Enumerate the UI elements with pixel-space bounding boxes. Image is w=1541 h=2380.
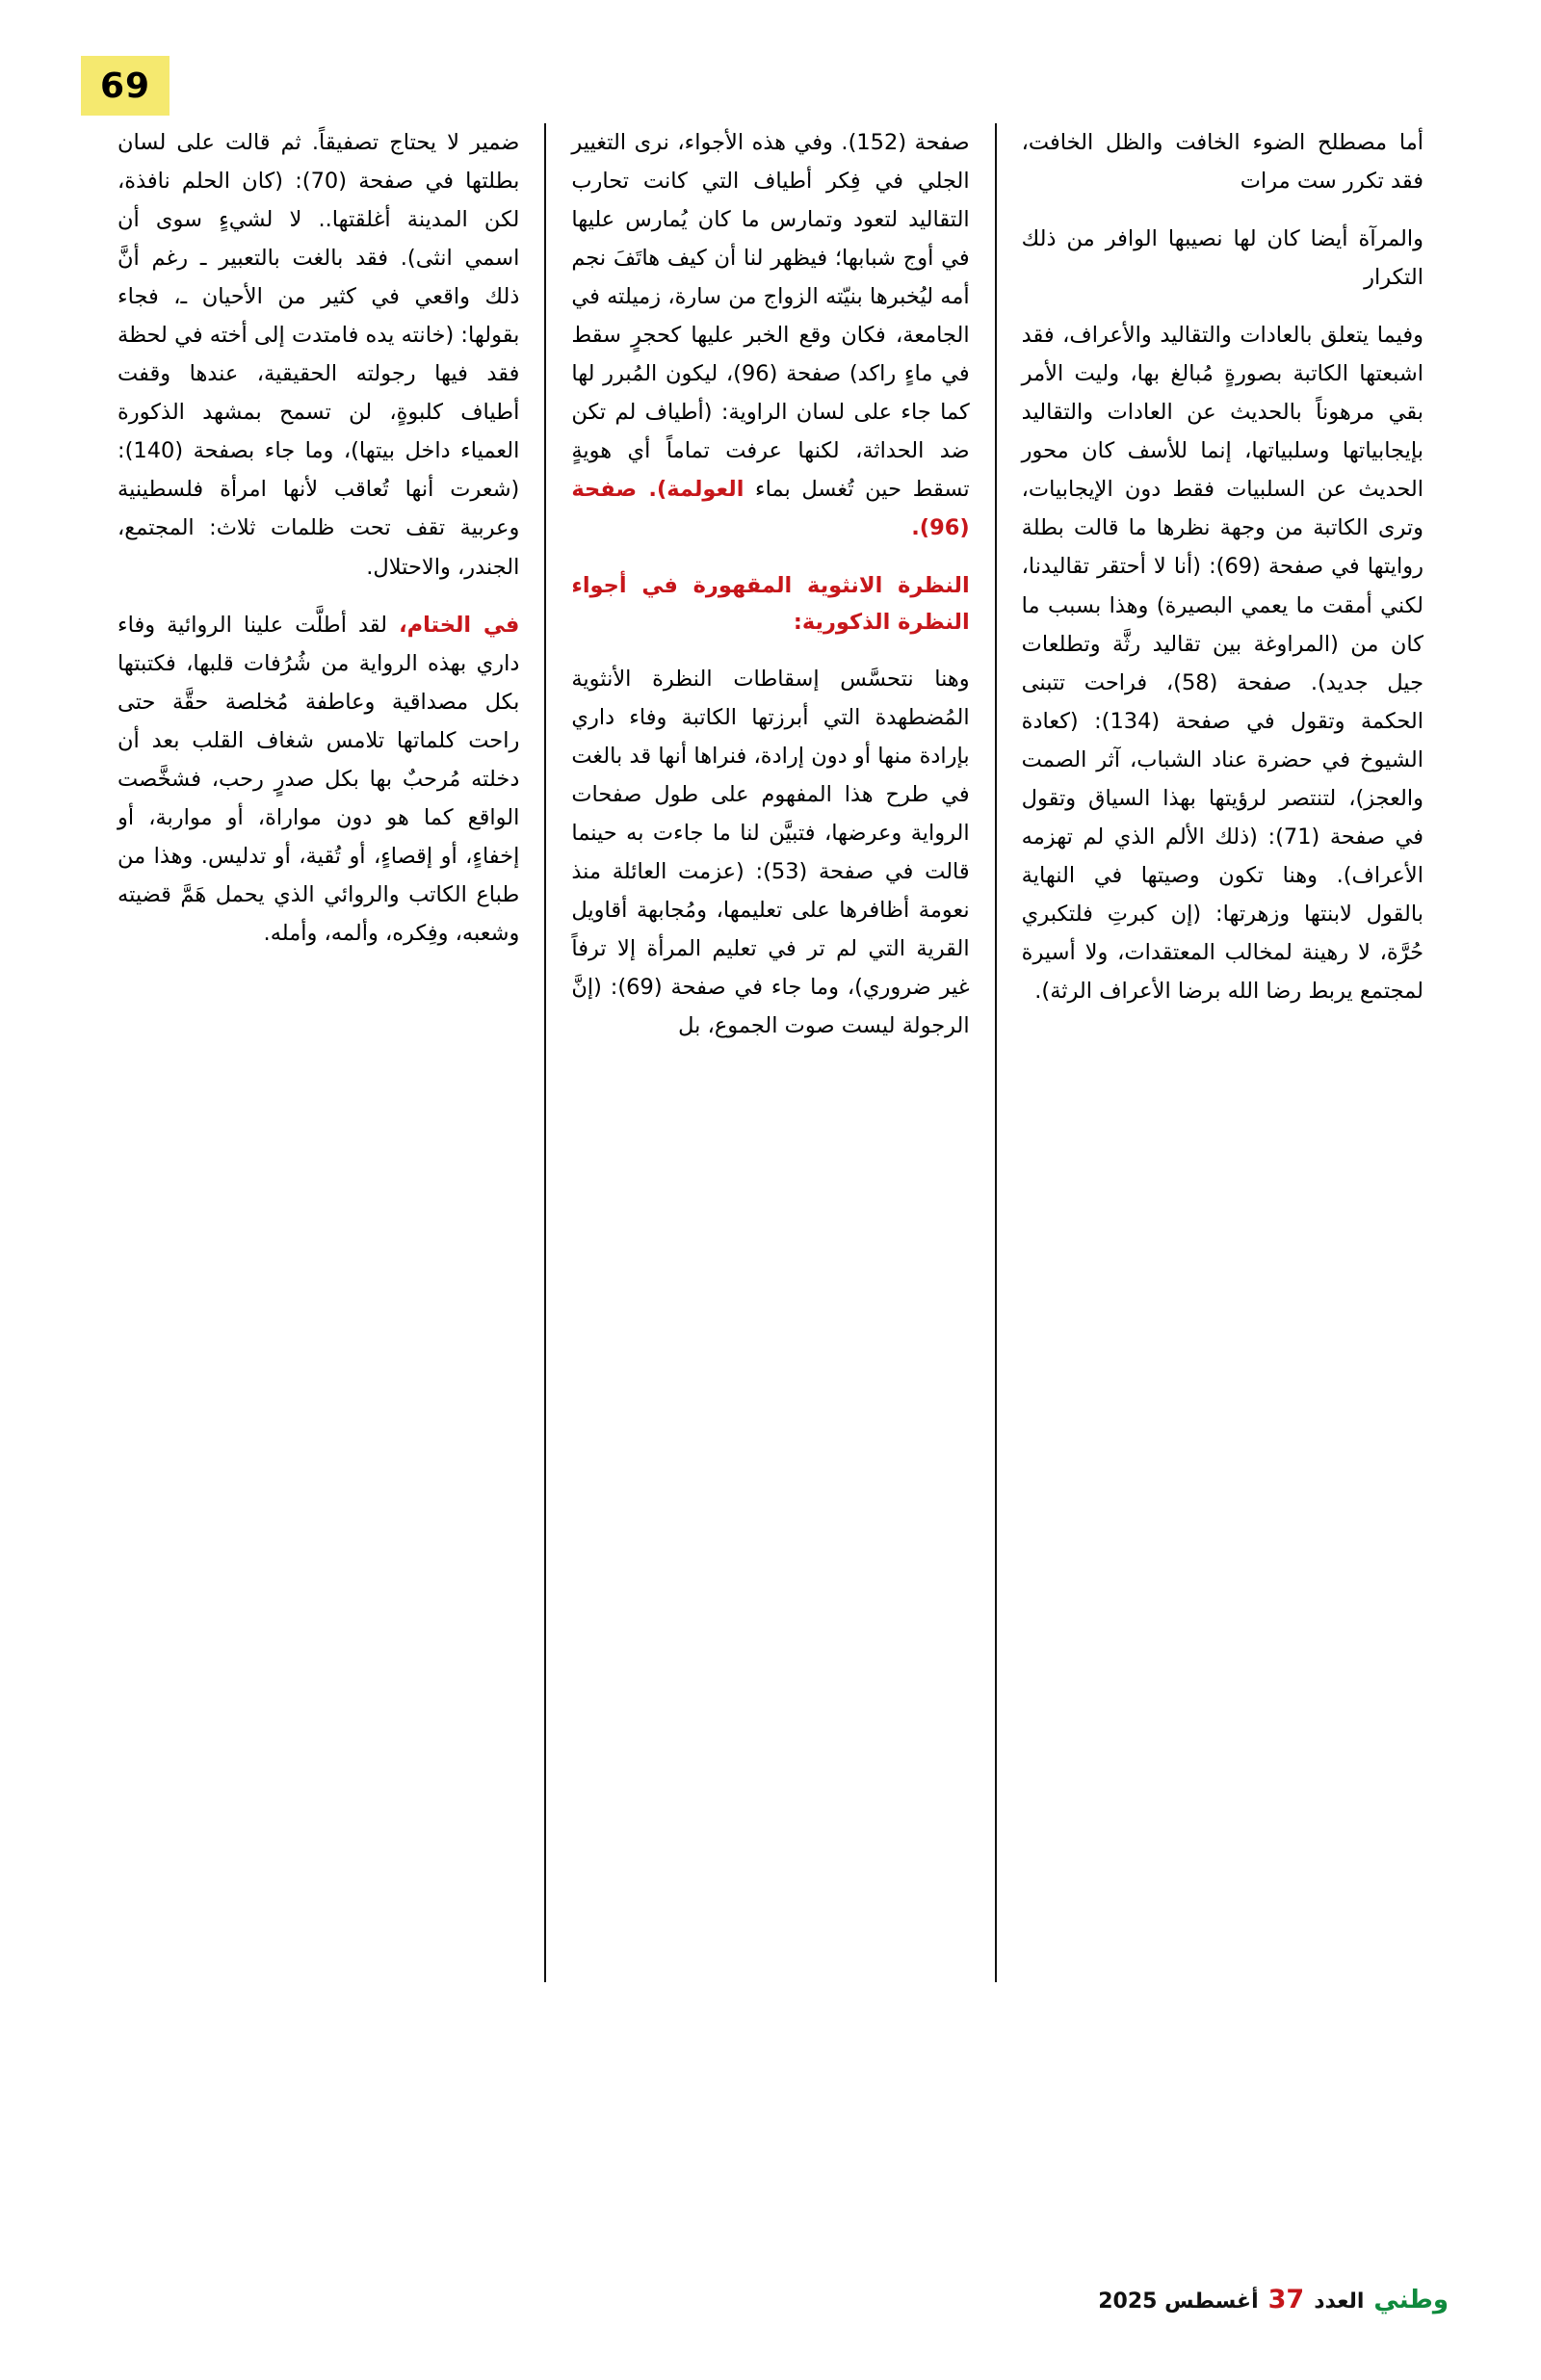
page-number-badge [81,56,170,116]
issue-number: 37 [1267,2284,1305,2315]
magazine-brand: وطني [1373,2285,1449,2315]
paragraph: أما مصطلح الضوء الخافت والظل الخافت، فقد تكرر ست مرات [1021,130,1423,195]
paragraph: وفيما يتعلق بالعادات والتقاليد والأعراف، فقد اشبعتها الكاتبة بصورةٍ مُبالغ بها، وليت الأمر بقي مرهوناً بالحديث عن العادات والتقاليد بإيجابياتها وسلبياتها، إنما للأسف كان محور الحديث عن السلبيات فقط دون الإيجابيات، وترى الكاتبة من وجهة نظرها ما قالت بطلة روايتها في صفحة (69): (أنا لا أحتقر تقاليدنا، لكني أمقت ما يعمي البصيرة) وهذا بسبب ما كان من (المراوغة بين تقاليد رثَّة وتطلعات جيل جديد). صفحة (58)، فراحت تتبنى الحكمة وتقول في صفحة (134): (كعادة الشيوخ في حضرة عناد الشباب، آثر الصمت والعجز)، لتنتصر لرؤيتها بهذا السياق وتقول في صفحة (71): (ذلك الألم الذي لم تهزمه الأعراف). وهنا تكون وصيتها في النهاية بالقول لابنتها وزهرتها: (إن كبرتِ فلتكبري حُرَّة، لا رهينة لمخالب المعتقدات، ولا أسيرة لمجتمع يربط رضا الله برضا الأعراف الرثة). [1021,323,1424,1004]
page-number-text: 69 [99,65,151,106]
column-right [997,123,1449,1982]
issue-label: العدد [1314,2288,1365,2314]
paragraph-text: صفحة (152). وفي هذه الأجواء، نرى التغيير الجلي في فِكر أطياف التي كانت تحارب التقاليد لتعود وتمارس ما كان يُمارس عليها في أوج شبابها؛ فيظهر لنا أن كيف هاتَفَ نجم أمه ليُخبرها بنيّته الزواج من سارة، زميلته في الجامعة، فكان وقع الخبر عليها كحجرٍ سقط في ماءٍ راكد) صفحة (96)، ليكون المُبرر لها كما جاء على لسان الراوية: (أطياف لم تكن ضد الحداثة، لكنها عرفت تماماً أي هويةٍ تسقط حين تُغسل بماء العولمة). صفحة (96). [571,130,970,541]
highlighted-phrase: في الختام، [399,612,520,638]
column-left [92,123,544,1982]
paragraph: ضمير لا يحتاج تصفيقاً. ثم قالت على لسان بطلتها في صفحة (70): (كان الحلم نافذة، لكن المدينة أغلقتها.. لا لشيءٍ سوى أن اسمي انثى). فقد بالغت بالتعبير ـ رغم أنَّ ذلك واقعي في كثير من الأحيان ـ، فجاء بقولها: (خانته يده فامتدت إلى أخته في لحظة فقد فيها رجولته الحقيقية، عندها وقفت أطياف كلبوةٍ، لن تسمح بمشهد الذكورة العمياء داخل بيتها)، وما جاء بصفحة (140): (شعرت أنها تُعاقب لأنها امرأة فلسطينية وعربية تقف تحت ظلمات ثلاث: المجتمع، الجندر، والاحتلال. [118,130,520,580]
paragraph: وهنا نتحسَّس إسقاطات النظرة الأنثوية المُضطهدة التي أبرزتها الكاتبة وفاء داري بإرادة منها أو دون إرادة، فنراها أنها قد بالغت في طرح هذا المفهوم على طول صفحات الرواية وعرضها، فتبيَّن لنا ما جاءت به حينما قالت في صفحة (53): (عزمت العائلة منذ نعومة أظافرها على تعليمها، ومُجابهة أقاويل القرية التي لم تر في تعليم المرأة إلا ترفاً غير ضروري)، وما جاء في صفحة (69): (إنَّ الرجولة ليست صوت الجموع، بل [571,667,970,1039]
paragraph: في الختام، لقد أطلَّت علينا الروائية وفاء داري بهذه الرواية من شُرُفات قلبها، فكتبتها بكل مصداقية وعاطفة مُخلصة حقَّة حتى راحت كلماتها تلامس شغاف القلب بعد أن دخلته مُرحبٌ بها بكل صدرٍ رحب، فشخَّصت الواقع كما هو دون مواراة، أو مواربة، أو إخفاءٍ، أو إقصاءٍ، أو تُقية، أو تدليس. وهذا من طباع الكاتب والروائي الذي يحمل هَمَّ قضيته وشعبه، وفِكره، وألمه، وأمله. [118,612,520,946]
page-footer [92,2280,1449,2318]
section-subheading: النظرة الانثوية المقهورة في أجواء النظرة الذكورية: [571,572,970,635]
paragraph [571,123,969,548]
paragraph: والمرآة أيضا كان لها نصيبها الوافر من ذلك التكرار [1021,226,1423,291]
column-middle [544,123,996,1982]
highlighted-phrase: العولمة). صفحة (96). [571,477,970,541]
article-columns [92,123,1449,1982]
issue-date: أغسطس 2025 [1098,2288,1259,2314]
